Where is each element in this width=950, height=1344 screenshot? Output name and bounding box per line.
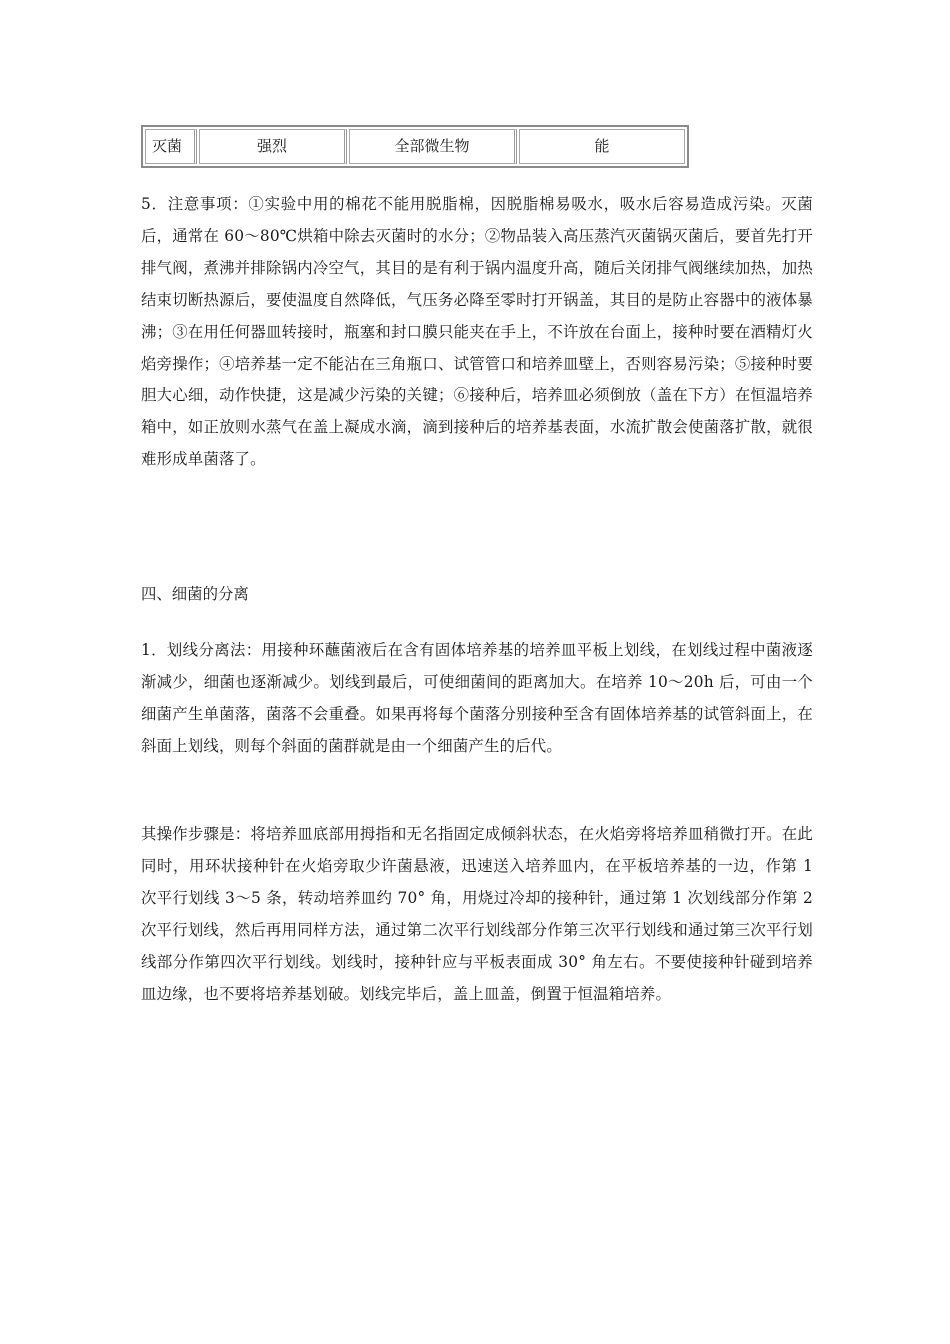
table-row xyxy=(145,129,685,164)
section-heading-bacteria-separation: 四、细菌的分离 xyxy=(141,585,249,603)
procedure-steps-paragraph: 其操作步骤是：将培养皿底部用拇指和无名指固定成倾斜状态，在火焰旁将培养皿稍微打开。在此同时，用环状接种针在火焰旁取少许菌悬液，迅速送入培养皿内，在平板培养基的一边，作第 1 次平行划线 3～5 条，转动培养皿约 70° 角，用烧过冷却的接种针，通过第 1 次划线部分作第 2 次平行划线，然后再用同样方法，通过第二次平行划线部分作第三次平行划线和通过第三次平行划线部分作第四次平行划线。划线时，接种针应与平板表面成 30° 角左右。不要使接种针碰到培养皿边缘，也不要将培养基划破。划线完毕后，盖上皿盖，倒置于恒温箱培养。 xyxy=(141,825,813,1003)
table-cell-method: 灭菌 xyxy=(145,129,197,164)
table-cell-target: 全部微生物 xyxy=(349,129,517,164)
table-cell-result: 能 xyxy=(519,129,685,164)
table-cell-strength: 强烈 xyxy=(199,129,347,164)
sterilization-table xyxy=(141,125,689,168)
notes-paragraph: 5．注意事项：①实验中用的棉花不能用脱脂棉，因脱脂棉易吸水，吸水后容易造成污染。灭菌后，通常在 60～80℃烘箱中除去灭菌时的水分；②物品装入高压蒸汽灭菌锅灭菌后，要首先打开排气阀，煮沸并排除锅内冷空气，其目的是有利于锅内温度升高，随后关闭排气阀继续加热，加热结束切断热源后，要使温度自然降低，气压务必降至零时打开锅盖，其目的是防止容器中的液体暴沸；③在用任何器皿转接时，瓶塞和封口膜只能夹在手上，不许放在台面上，接种时要在酒精灯火焰旁操作；④培养基一定不能沾在三角瓶口、试管管口和培养皿壁上，否则容易污染；⑤接种时要胆大心细，动作快捷，这是减少污染的关键；⑥接种后，培养皿必须倒放（盖在下方）在恒温培养箱中，如正放则水蒸气在盖上凝成水滴，滴到接种后的培养基表面，水流扩散会使菌落扩散，就很难形成单菌落了。 xyxy=(141,195,813,469)
streak-method-paragraph: 1．划线分离法：用接种环蘸菌液后在含有固体培养基的培养皿平板上划线，在划线过程中菌液逐渐减少，细菌也逐渐减少。划线到最后，可使细菌间的距离加大。在培养 10～20h 后，可由一个细菌产生单菌落，菌落不会重叠。如果再将每个菌落分别接种至含有固体培养基的试管斜面上，在斜面上划线，则每个斜面的菌群就是由一个细菌产生的后代。 xyxy=(141,641,813,755)
